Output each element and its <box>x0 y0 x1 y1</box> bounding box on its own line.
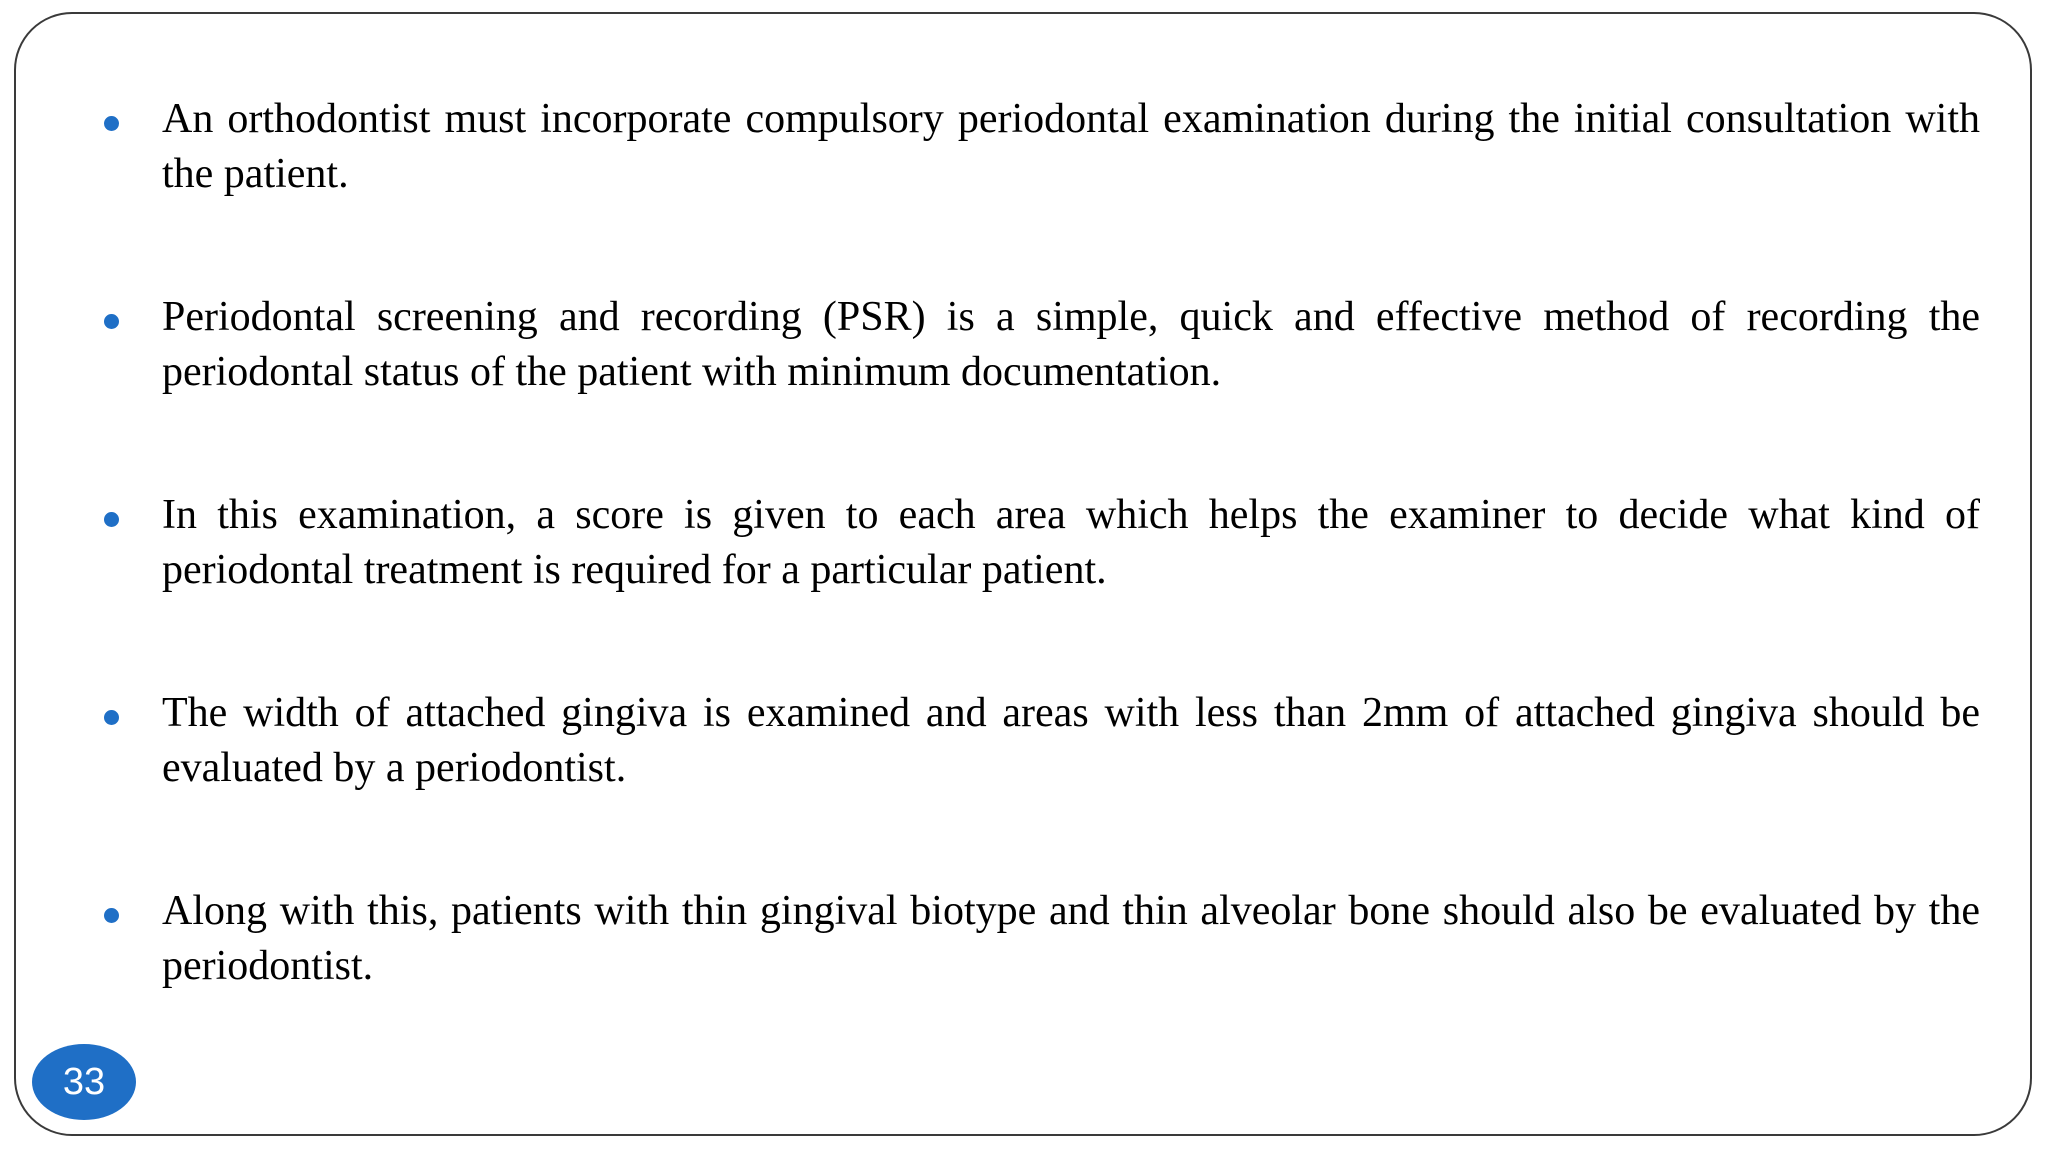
bullet-text: Along with this, patients with thin gingival biotype and thin alveolar bone should also be evaluated by the periodontist. <box>162 888 1980 989</box>
bullet-dot-icon <box>104 116 119 131</box>
bullet-text: An orthodontist must incorporate compulsory periodontal examination during the initial consultation with the patient. <box>162 96 1980 197</box>
page-number-badge: 33 <box>32 1044 136 1120</box>
bullet-dot-icon <box>104 908 119 923</box>
bullet-dot-icon <box>104 710 119 725</box>
bullet-text: In this examination, a score is given to each area which helps the examiner to decide what kind of periodontal treatment is required for a particular patient. <box>162 492 1980 593</box>
bullet-text: The width of attached gingiva is examined and areas with less than 2mm of attached gingiva should be evaluated by a periodontist. <box>162 690 1980 791</box>
bullet-dot-icon <box>104 314 119 329</box>
bullet-dot-icon <box>104 512 119 527</box>
bullet-text: Periodontal screening and recording (PSR) is a simple, quick and effective method of recording the periodontal status of the patient with minimum documentation. <box>162 294 1980 395</box>
